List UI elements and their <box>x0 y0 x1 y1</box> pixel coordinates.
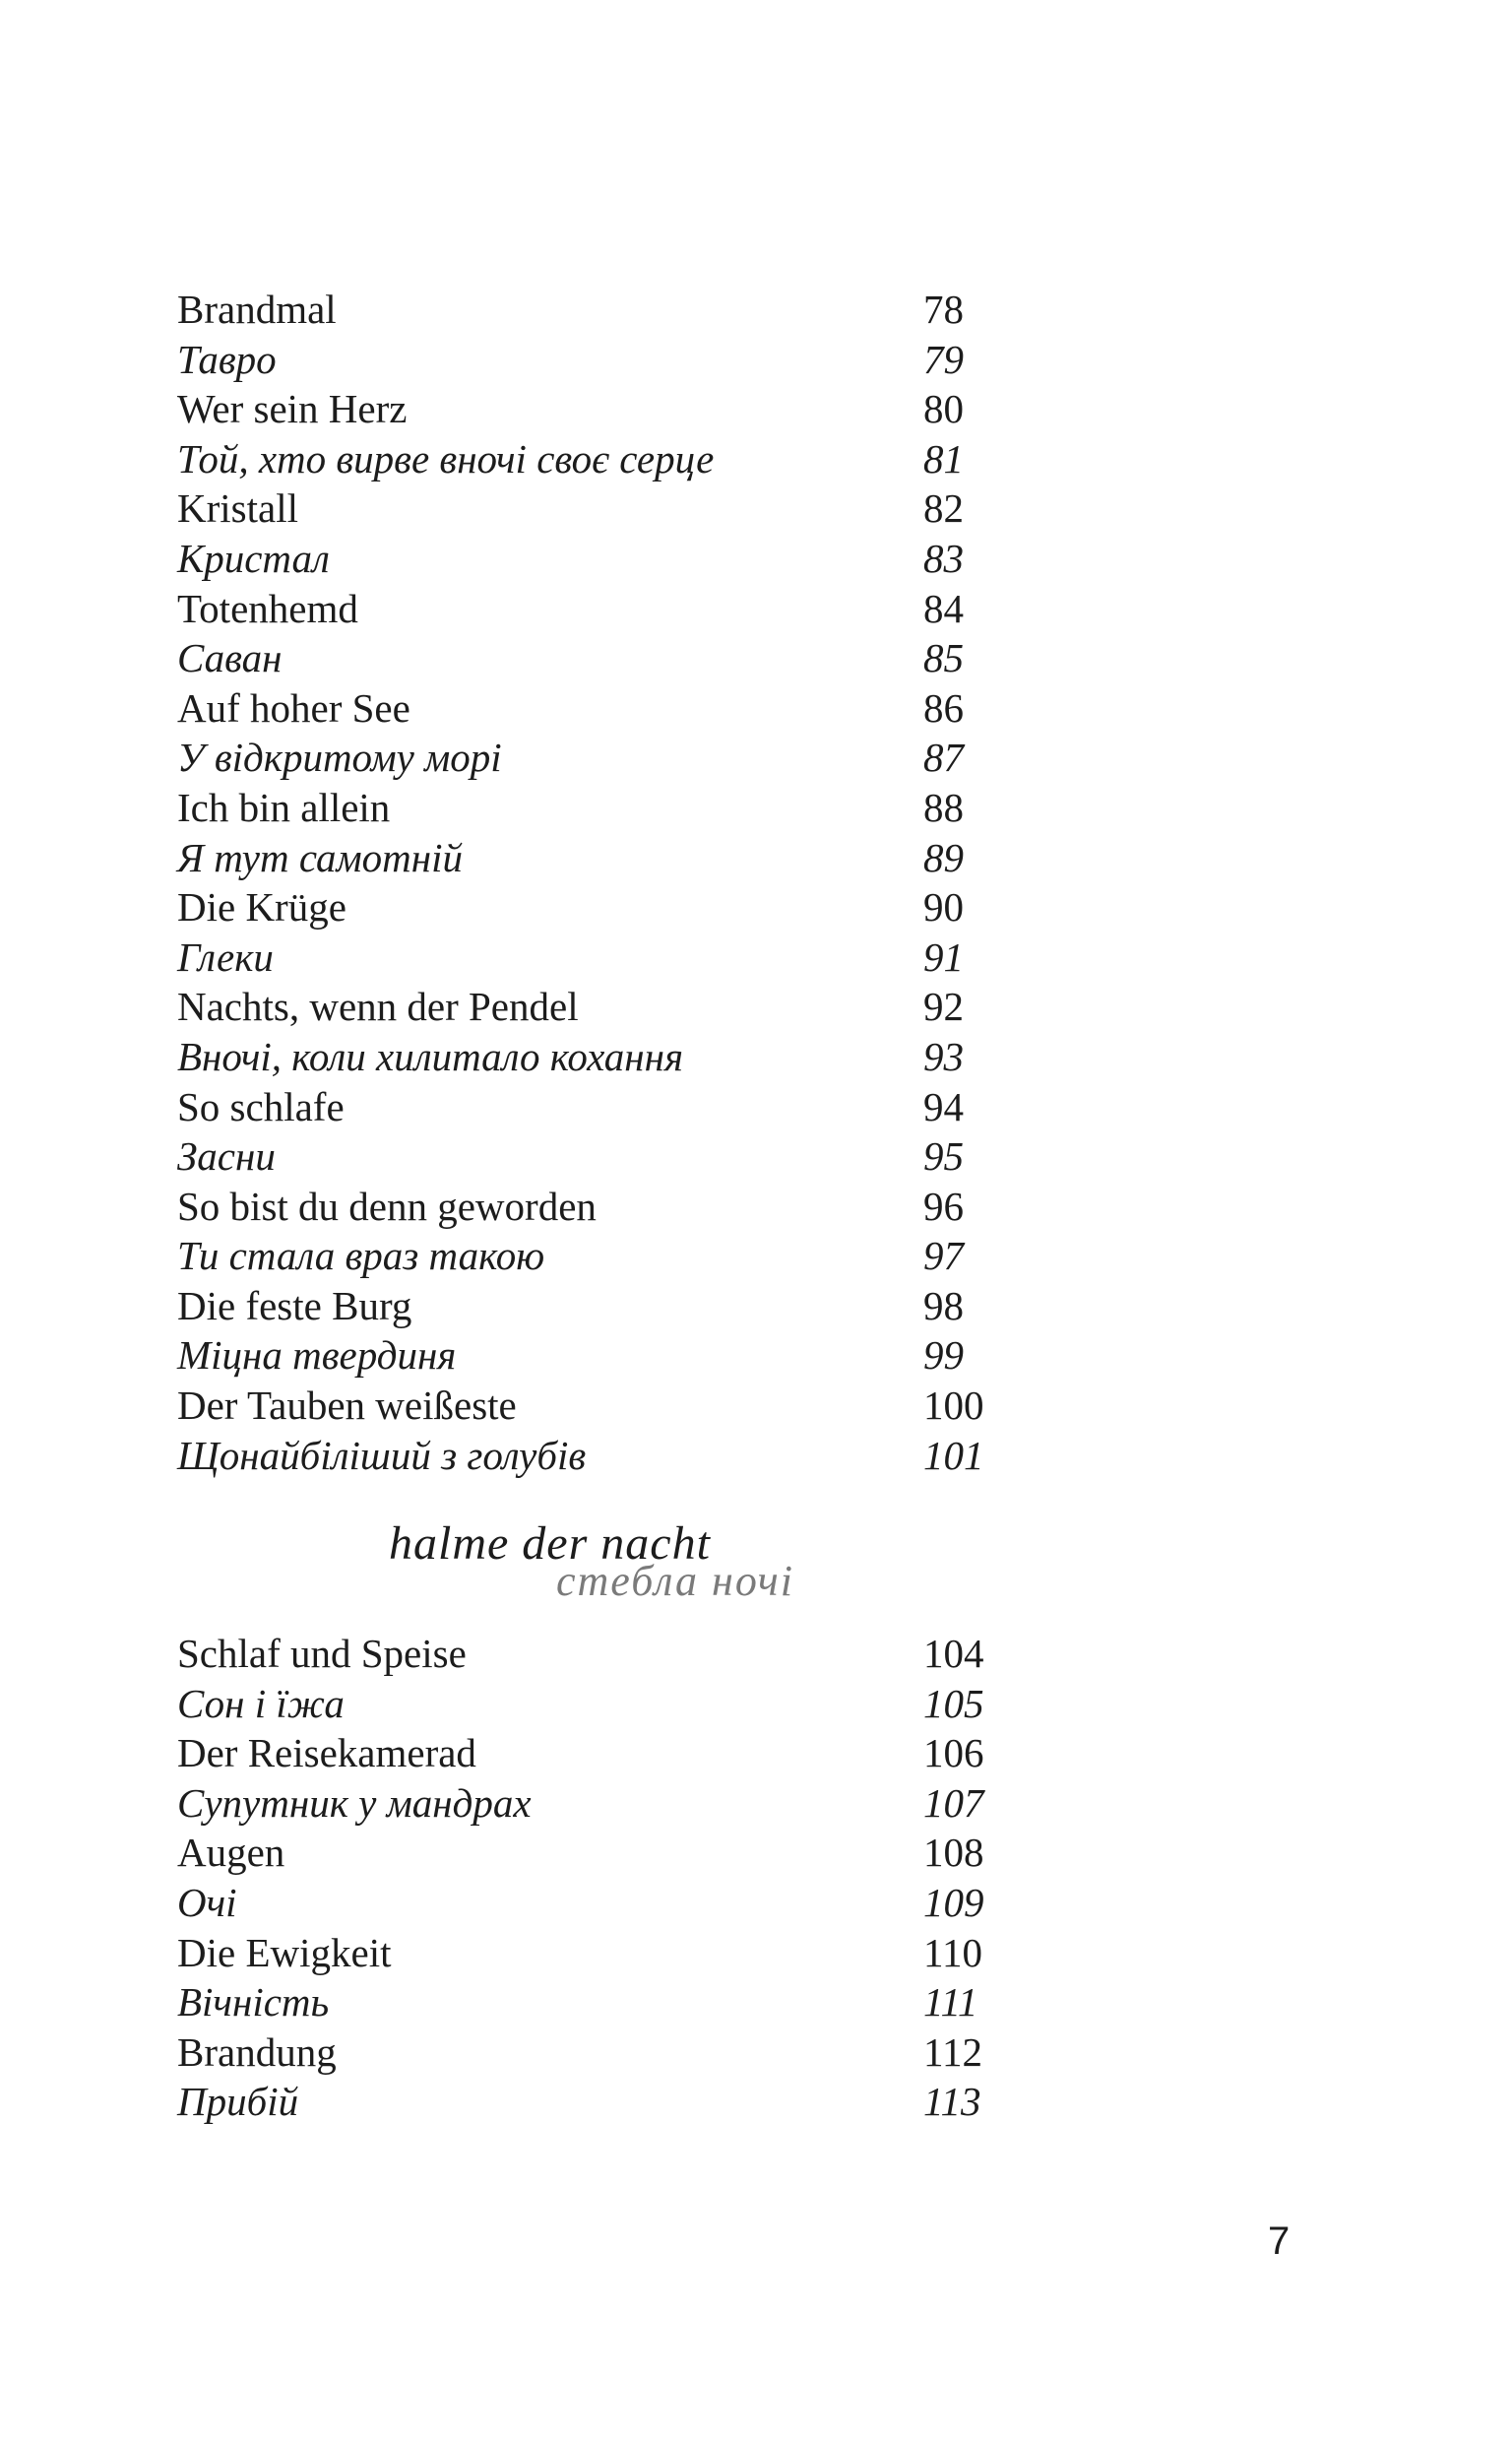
toc-entry <box>177 982 984 1032</box>
toc-entry-title: Саван <box>177 635 283 681</box>
toc-entry-page: 93 <box>923 1033 964 1079</box>
toc-entry-title: Der Reisekamerad <box>177 1730 476 1776</box>
toc-entry-page: 100 <box>923 1382 984 1429</box>
toc-entry <box>177 534 984 584</box>
toc-entry-page: 90 <box>923 884 964 931</box>
toc-entry-title: Вічність <box>177 1979 330 2025</box>
section-title-ua: стебла ночі <box>556 1557 794 1605</box>
toc-entry-title: У відкритому морі <box>177 735 502 781</box>
toc-entry <box>177 1778 984 1829</box>
toc-entry-title: Die Krüge <box>177 884 346 931</box>
toc-entry-page: 109 <box>923 1879 984 1925</box>
toc-entry-page: 107 <box>923 1779 984 1826</box>
toc-entry-title: Кристал <box>177 535 330 581</box>
toc-entry-page: 99 <box>923 1332 964 1379</box>
toc-entry <box>177 1431 984 1481</box>
toc-entry-title: So schlafe <box>177 1083 345 1129</box>
toc-entry-page: 104 <box>923 1631 984 1676</box>
toc-entry <box>177 1381 984 1431</box>
toc-entry-title: Я тут самотній <box>177 834 463 880</box>
toc-entry-title: Brandmal <box>177 287 337 332</box>
toc-entry <box>177 2077 984 2127</box>
toc-entry-page: 101 <box>923 1432 984 1478</box>
toc-entry <box>177 1032 984 1082</box>
toc-entry-page: 86 <box>923 684 964 731</box>
toc-entry-page: 98 <box>923 1282 964 1328</box>
toc-entry-title: Міцна твердиня <box>177 1332 457 1379</box>
toc-entry <box>177 1330 984 1381</box>
toc-entry-page: 111 <box>923 1979 978 2025</box>
toc-entry-title: Той, хто вирве вночі своє серце <box>177 435 715 482</box>
toc-entry <box>177 1182 984 1232</box>
toc-entry-page: 92 <box>923 984 964 1030</box>
toc-entry <box>177 783 984 833</box>
toc-entry-page: 112 <box>923 2028 982 2075</box>
table-of-contents-part2 <box>177 1629 984 2127</box>
toc-entry-page: 81 <box>923 435 964 482</box>
toc-entry-title: Totenhemd <box>177 585 358 631</box>
toc-entry-title: Der Tauben weißeste <box>177 1382 517 1429</box>
toc-entry <box>177 1281 984 1331</box>
toc-entry-page: 82 <box>923 485 964 532</box>
toc-entry-title: Ти стала враз такою <box>177 1233 545 1279</box>
toc-entry <box>177 483 984 534</box>
toc-entry-page: 79 <box>923 336 964 382</box>
toc-entry <box>177 1131 984 1182</box>
toc-entry <box>177 1231 984 1281</box>
toc-entry-page: 110 <box>923 1929 982 1975</box>
toc-entry-title: Auf hoher See <box>177 684 410 731</box>
toc-entry-title: So bist du denn geworden <box>177 1183 597 1229</box>
toc-entry <box>177 1878 984 1928</box>
toc-entry-title: Супутник у мандрах <box>177 1779 532 1826</box>
toc-entry-page: 94 <box>923 1083 964 1129</box>
toc-entry <box>177 833 984 883</box>
section-title-de: halme der nacht <box>389 1517 711 1570</box>
toc-entry <box>177 2027 984 2078</box>
toc-entry-title: Глеки <box>177 933 274 980</box>
toc-entry-page: 91 <box>923 933 964 980</box>
toc-entry <box>177 384 984 434</box>
toc-entry-page: 78 <box>923 287 964 332</box>
toc-entry-page: 85 <box>923 635 964 681</box>
toc-entry-title: Die Ewigkeit <box>177 1929 392 1975</box>
toc-entry-title: Засни <box>177 1133 276 1180</box>
toc-entry <box>177 932 984 983</box>
toc-entry-page: 97 <box>923 1233 964 1279</box>
toc-entry-title: Тавро <box>177 336 277 382</box>
toc-entry <box>177 633 984 683</box>
toc-entry <box>177 1977 984 2027</box>
toc-entry-page: 108 <box>923 1830 984 1876</box>
toc-entry <box>177 882 984 932</box>
toc-entry-title: Wer sein Herz <box>177 386 408 432</box>
toc-entry-page: 88 <box>923 784 964 830</box>
toc-entry-title: Вночі, коли хилитало кохання <box>177 1033 684 1079</box>
toc-entry <box>177 733 984 783</box>
toc-entry-title: Augen <box>177 1830 285 1876</box>
toc-entry-title: Schlaf und Speise <box>177 1631 467 1676</box>
toc-entry <box>177 1629 984 1679</box>
toc-entry <box>177 584 984 634</box>
toc-entry-page: 113 <box>923 2079 981 2125</box>
toc-entry <box>177 285 984 335</box>
toc-entry-title: Ich bin allein <box>177 784 391 830</box>
toc-entry-title: Nachts, wenn der Pendel <box>177 984 579 1030</box>
toc-entry-title: Brandung <box>177 2028 337 2075</box>
toc-entry-title: Kristall <box>177 485 298 532</box>
page-number: 7 <box>1268 2219 1291 2263</box>
toc-entry-page: 95 <box>923 1133 964 1180</box>
toc-entry <box>177 1679 984 1729</box>
toc-entry-title: Сон і їжа <box>177 1680 345 1726</box>
toc-entry-title: Очі <box>177 1879 237 1925</box>
toc-entry-page: 105 <box>923 1680 984 1726</box>
toc-entry <box>177 434 984 484</box>
toc-entry <box>177 1828 984 1878</box>
toc-entry <box>177 1082 984 1132</box>
toc-entry-page: 106 <box>923 1730 984 1776</box>
toc-entry-title: Прибій <box>177 2079 299 2125</box>
table-of-contents-part1 <box>177 285 984 1480</box>
toc-entry-page: 83 <box>923 535 964 581</box>
toc-entry-title: Щонайбіліший з голубів <box>177 1432 587 1478</box>
toc-entry-page: 87 <box>923 735 964 781</box>
toc-entry-page: 89 <box>923 834 964 880</box>
toc-entry <box>177 1728 984 1778</box>
toc-entry-page: 96 <box>923 1183 964 1229</box>
toc-entry-page: 84 <box>923 585 964 631</box>
toc-entry <box>177 683 984 734</box>
toc-entry-title: Die feste Burg <box>177 1282 412 1328</box>
toc-entry <box>177 335 984 385</box>
section-heading <box>389 1516 979 1615</box>
toc-entry <box>177 1928 984 1978</box>
toc-entry-page: 80 <box>923 386 964 432</box>
